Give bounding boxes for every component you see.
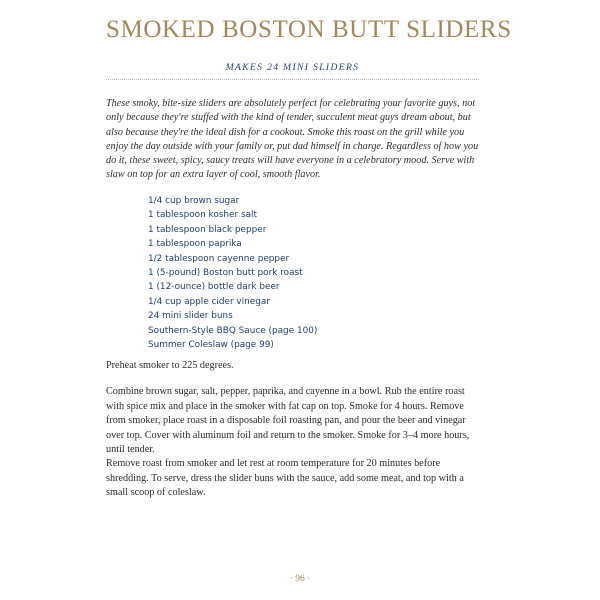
recipe-intro: These smoky, bite-size sliders are absolutely perfect for celebrating your favorite guys, not only because they're stuffed with the kind of tender, succulent meat guys dream about, but also because they're the ideal dish for a cookout. Smoke this roast on the grill while you enjoy the day outside with your family or, put dad himself in charge. Regardless of how you do it, these sweet, spicy, saucy treats will have everyone in a celebratory mood. Serve with slaw on top for an extra layer of cool, smooth flavor.: [106, 98, 479, 181]
ingredient-item: 1/2 tablespoon cayenne pepper: [148, 253, 290, 264]
ingredient-item: 1 (5-pound) Boston butt pork roast: [148, 267, 303, 278]
ingredient-item: 1 (12-ounce) bottle dark beer: [148, 282, 280, 293]
ingredient-item: 1/4 cup brown sugar: [148, 196, 240, 206]
recipe-yield: MAKES 24 MINI SLIDERS: [225, 63, 360, 73]
ingredient-item: 24 mini slider buns: [148, 311, 233, 322]
recipe-title: SMOKED BOSTON BUTT SLIDERS: [106, 16, 512, 43]
dotted-divider: [106, 79, 479, 80]
ingredient-item: 1 tablespoon paprika: [148, 239, 242, 250]
instruction-step: Combine brown sugar, salt, pepper, paprika, and cayenne in a bowl. Rub the entire roast with spice mix and place in the smoker with fat cap on top. Smoke for 4 hours. Remove from smoker, place roast in a disposable foil roasting pan, and pour the beer and vinegar over top. Cover with aluminum foil and return to the smoker. Smoke for 3–4 more hours, until tender.: [106, 386, 470, 456]
ingredient-item: Southern-Style BBQ Sauce (page 100): [148, 325, 318, 336]
ingredient-item: 1/4 cup apple cider vinegar: [148, 296, 270, 307]
ingredient-list: [148, 194, 317, 352]
instruction-step: Preheat smoker to 225 degrees.: [106, 360, 234, 371]
page-number: · 96 ·: [289, 574, 311, 584]
ingredient-item: 1 tablespoon kosher salt: [148, 210, 257, 221]
ingredient-item: Summer Coleslaw (page 99): [148, 339, 274, 350]
instruction-step: Remove roast from smoker and let rest at room temperature for 20 minutes before shredding. To serve, dress the slider buns with the sauce, add some meat, and top with a small scoop of coleslaw.: [106, 458, 464, 499]
ingredient-item: 1 tablespoon black pepper: [148, 224, 267, 235]
